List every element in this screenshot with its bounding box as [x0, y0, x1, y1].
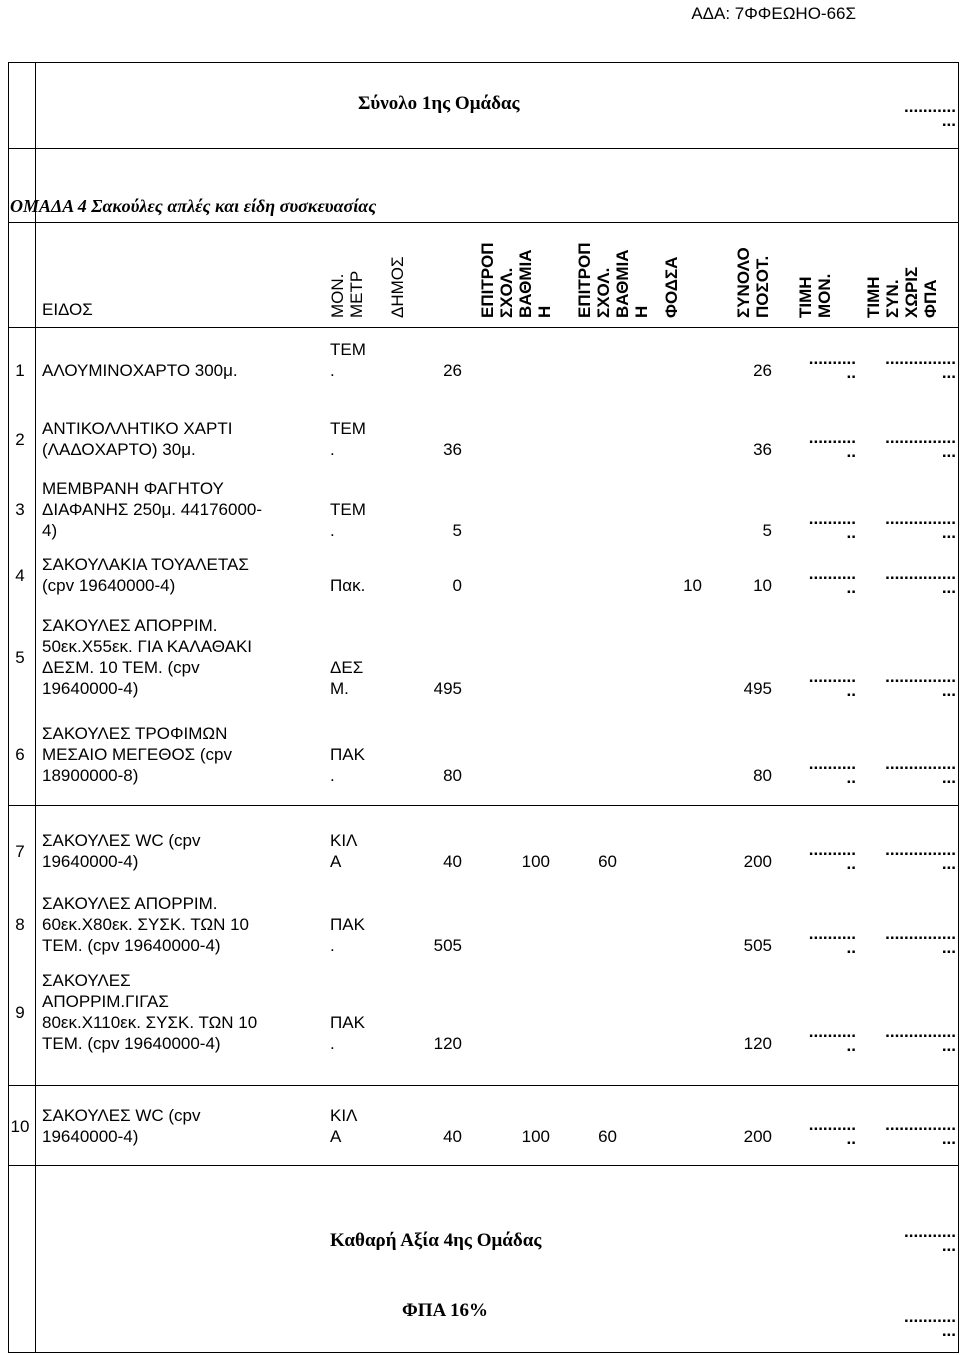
row-total-qty: 200 — [743, 852, 772, 871]
row-total-qty: 80 — [753, 766, 772, 785]
grid-line — [35, 62, 36, 1352]
row-unit-price: .......... .. — [808, 1022, 856, 1055]
row-total-qty: 36 — [753, 440, 772, 459]
row-unit: ΤΕΜ . — [330, 419, 366, 459]
row-unit: ΔΕΣ Μ. — [330, 658, 364, 698]
row-unit: ΚΙΛ Α — [330, 1106, 358, 1146]
row-total-qty: 5 — [762, 521, 772, 540]
row-dimos-qty: 40 — [443, 852, 462, 871]
vat-label: ΦΠΑ 16% — [402, 1300, 488, 1321]
row-number: 5 — [15, 647, 25, 667]
row-unit: ΤΕΜ . — [330, 500, 366, 540]
row-dimos-qty: 0 — [452, 576, 462, 595]
row-unit-price: .......... .. — [808, 509, 856, 542]
row-total-qty: 120 — [743, 1034, 772, 1053]
row-total-qty: 26 — [753, 361, 772, 380]
row-number: 4 — [15, 565, 25, 585]
row-unit-price: .......... .. — [808, 564, 856, 597]
grid-line — [8, 148, 959, 149]
row-number: 8 — [15, 915, 25, 934]
row-price-no-vat: ............... ... — [885, 924, 956, 957]
row-dimos-qty: 26 — [443, 361, 462, 380]
row-unit: ΤΕΜ . — [330, 340, 366, 380]
row-unit-price: .......... .. — [808, 840, 856, 873]
row-school1-qty: 100 — [521, 852, 550, 871]
row-total-qty: 200 — [743, 1127, 772, 1146]
row-unit: ΠΑΚ . — [330, 915, 365, 955]
vat-amount: ........... ... — [904, 1307, 956, 1340]
row-item-description: ΣΑΚΟΥΛΕΣ WC (cpv 19640000-4) — [42, 1106, 201, 1146]
row-item-description: ΣΑΚΟΥΛΕΣ ΤΡΟΦΙΜΩΝ ΜΕΣΑΙΟ ΜΕΓΕΘΟΣ (cpv 18900000-8) — [42, 724, 233, 785]
row-unit: ΠΑΚ . — [330, 1013, 365, 1053]
row-item-description: ΣΑΚΟΥΛΕΣ ΑΠΟΡΡΙΜ.ΓΙΓΑΣ 80εκ.Χ110εκ. ΣΥΣΚ. ΤΩΝ 10 ΤΕΜ. (cpv 19640000-4) — [42, 971, 258, 1053]
row-dimos-qty: 505 — [433, 936, 462, 955]
row-dimos-qty: 36 — [443, 440, 462, 459]
col-unit-price-header: ΤΙΜΗ ΜΟΝ. — [796, 273, 834, 318]
grid-line — [8, 62, 959, 63]
row-item-description: ΣΑΚΟΥΛΕΣ ΑΠΟΡΡΙΜ. 60εκ.Χ80εκ. ΣΥΣΚ. ΤΩΝ 10 ΤΕΜ. (cpv 19640000-4) — [42, 894, 250, 955]
col-price-no-vat-header: ΤΙΜΗ ΣΥΝ. ΧΩΡΙΣ ΦΠΑ — [864, 266, 940, 318]
prev-group-total-label: Σύνολο 1ης Ομάδας — [358, 93, 520, 114]
ada-code: ΑΔΑ: 7ΦΦΕΩΗΟ-66Σ — [691, 4, 856, 23]
row-unit-price: .......... .. — [808, 667, 856, 700]
row-unit: Πακ. — [330, 576, 366, 595]
grid-line — [8, 62, 9, 1352]
row-number: 9 — [15, 1002, 25, 1022]
row-unit: ΚΙΛ Α — [330, 831, 358, 871]
grid-line — [8, 1085, 959, 1086]
row-number: 6 — [15, 745, 25, 764]
net-value-label: Καθαρή Αξία 4ης Ομάδας — [330, 1230, 542, 1251]
col-dimos-header: ΔΗΜΟΣ — [388, 256, 407, 318]
col-school2-header: ΕΠΙΤΡΟΠ ΣΧΟΛ. ΒΑΘΜΙΑ Η — [575, 242, 651, 318]
row-dimos-qty: 120 — [433, 1034, 462, 1053]
row-price-no-vat: ............... ... — [885, 564, 956, 597]
grid-line — [8, 1352, 959, 1353]
row-total-qty: 495 — [743, 679, 772, 698]
row-unit-price: .......... .. — [808, 754, 856, 787]
row-total-qty: 10 — [753, 576, 772, 595]
group-title: ΟΜΑΔΑ 4 Σακούλες απλές και είδη συσκευασίας — [10, 196, 377, 216]
row-price-no-vat: ............... ... — [885, 754, 956, 787]
row-price-no-vat: ............... ... — [885, 1115, 956, 1148]
row-price-no-vat: ............... ... — [885, 509, 956, 542]
row-total-qty: 505 — [743, 936, 772, 955]
row-item-description: ΜΕΜΒΡΑΝΗ ΦΑΓΗΤΟΥ ΔΙΑΦΑΝΗΣ 250μ. 44176000- 4) — [42, 479, 263, 540]
row-number: 3 — [15, 500, 25, 519]
row-item-description: ΣΑΚΟΥΛΕΣ WC (cpv 19640000-4) — [42, 831, 201, 871]
row-price-no-vat: ............... ... — [885, 667, 956, 700]
row-unit-price: .......... .. — [808, 924, 856, 957]
row-item-description: ΑΝΤΙΚΟΛΛΗΤΙΚΟ ΧΑΡΤΙ (ΛΑΔΟΧΑΡΤΟ) 30μ. — [42, 419, 233, 459]
row-unit-price: .......... .. — [808, 349, 856, 382]
row-dimos-qty: 40 — [443, 1127, 462, 1146]
row-price-no-vat: ............... ... — [885, 349, 956, 382]
col-fodsa-header: ΦΟΔΣΑ — [662, 256, 681, 318]
row-dimos-qty: 80 — [443, 766, 462, 785]
row-dimos-qty: 495 — [433, 679, 462, 698]
row-item-description: ΑΛΟΥΜΙΝΟΧΑΡΤΟ 300μ. — [42, 361, 238, 380]
col-unit-header: ΜΟΝ. ΜΕΤΡ — [328, 270, 366, 318]
grid-line — [8, 805, 959, 806]
grid-line — [8, 327, 959, 328]
row-unit: ΠΑΚ . — [330, 745, 365, 785]
row-number: 10 — [10, 1116, 30, 1136]
grid-line — [958, 62, 959, 1352]
row-price-no-vat: ............... ... — [885, 428, 956, 461]
col-school1-header: ΕΠΙΤΡΟΠ ΣΧΟΛ. ΒΑΘΜΙΑ Η — [478, 242, 554, 318]
row-item-description: ΣΑΚΟΥΛΑΚΙΑ ΤΟΥΑΛΕΤΑΣ (cpv 19640000-4) — [42, 555, 249, 595]
row-item-description: ΣΑΚΟΥΛΕΣ ΑΠΟΡΡΙΜ. 50εκ.Χ55εκ. ΓΙΑ ΚΑΛΑΘΑΚΙ ΔΕΣΜ. 10 ΤΕΜ. (cpv 19640000-4) — [42, 616, 253, 698]
col-total-qty-header: ΣΥΝΟΛΟ ΠΟΣΟΤ. — [734, 247, 772, 318]
row-number: 2 — [15, 429, 25, 449]
row-unit-price: .......... .. — [808, 428, 856, 461]
row-number: 7 — [15, 841, 25, 861]
row-unit-price: .......... .. — [808, 1115, 856, 1148]
prev-group-total-value: ........... ... — [904, 97, 956, 130]
row-price-no-vat: ............... ... — [885, 1022, 956, 1055]
row-fodsa-qty: 10 — [683, 576, 702, 595]
row-dimos-qty: 5 — [452, 521, 462, 540]
grid-line — [8, 1165, 959, 1166]
row-price-no-vat: ............... ... — [885, 840, 956, 873]
row-school2-qty: 60 — [598, 852, 617, 871]
net-value-amount: ........... ... — [904, 1222, 956, 1255]
row-school2-qty: 60 — [598, 1127, 617, 1146]
col-item-header: ΕΙΔΟΣ — [42, 300, 93, 319]
row-number: 1 — [15, 361, 25, 380]
row-school1-qty: 100 — [521, 1127, 550, 1146]
